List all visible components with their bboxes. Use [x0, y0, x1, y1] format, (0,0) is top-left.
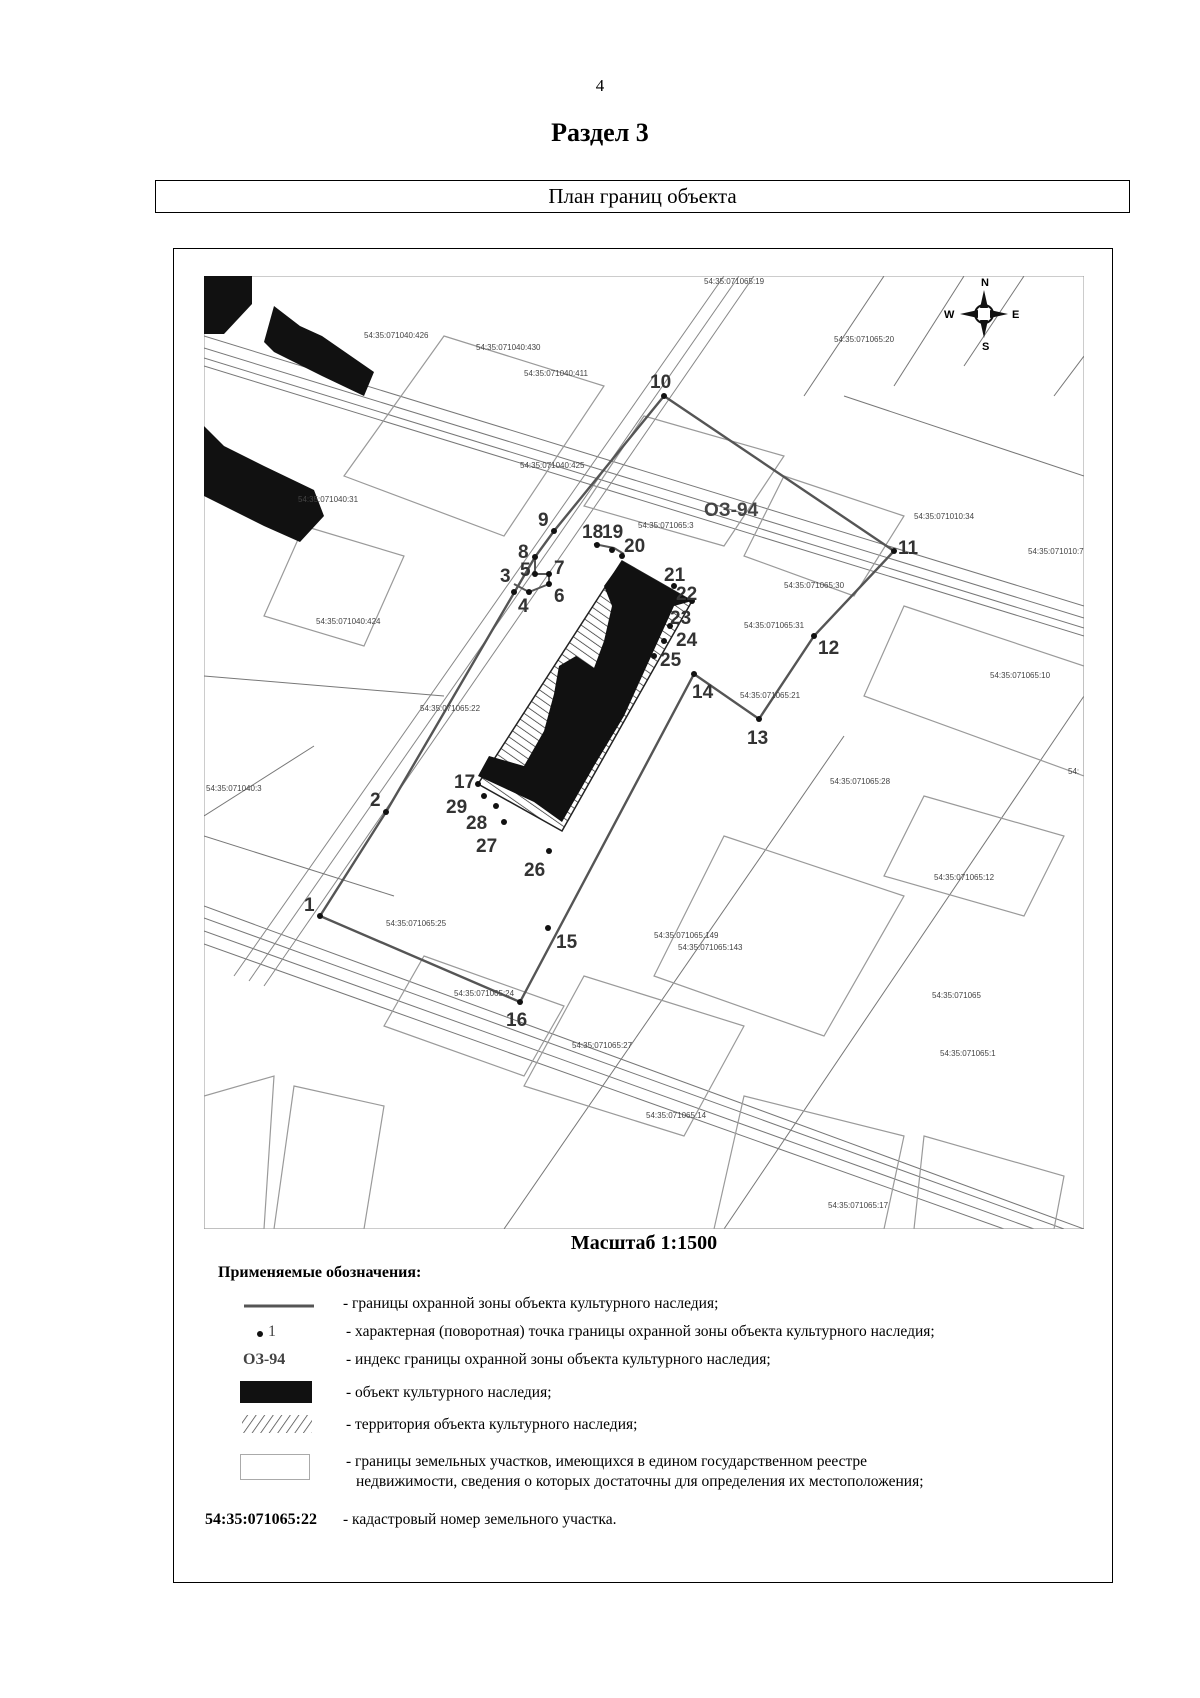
legend-item-boundary [218, 1294, 1098, 1318]
point-label: 29 [446, 797, 468, 818]
point-label: 16 [506, 1010, 528, 1031]
parcel-label: 54:35:071065:25 [386, 919, 447, 928]
point-label: 8 [518, 542, 529, 563]
point-label: 12 [818, 638, 840, 659]
legend-item-point [218, 1322, 1098, 1346]
point-label: 2 [370, 790, 381, 811]
parcel-label: 54:35:071040:411 [524, 369, 588, 378]
svg-text:W: W [944, 309, 955, 321]
parcel-label: 54:35:071065:143 [678, 943, 743, 952]
parcel-label: 54:35:071065:24 [454, 989, 515, 998]
section-title: Раздел 3 [551, 118, 649, 147]
legend-text: - индекс границы охранной зоны объекта культурного наследия; [346, 1351, 771, 1368]
point-label: 15 [556, 932, 578, 953]
legend-item-territory [218, 1412, 1098, 1438]
boundary-line-icon [240, 1294, 318, 1316]
parcel-label: 54:35:071040:426 [364, 331, 429, 340]
point-label: 7 [554, 558, 565, 579]
legend-text: - объект культурного наследия; [346, 1384, 552, 1401]
point-label: 3 [500, 566, 511, 587]
plan-title: План границ объекта [155, 180, 1130, 213]
parcel-label: 54:35:071010:34 [914, 512, 975, 521]
parcel-label: 54:35:071065:30 [784, 581, 845, 590]
legend-text-continued: недвижимости, сведения о которых достаточны для определения их местоположения; [356, 1473, 924, 1490]
parcel-label: 54:35:071065:3 [638, 521, 694, 530]
legend-symbol-label: ОЗ-94 [243, 1351, 286, 1368]
legend-text: - границы охранной зоны объекта культурного наследия; [343, 1295, 719, 1312]
legend-text: - кадастровый номер земельного участка. [343, 1511, 617, 1528]
legend-item-object [218, 1380, 1098, 1406]
parcel-label: 54:35:071040:430 [476, 343, 541, 352]
point-label: 28 [466, 813, 488, 834]
point-label: 17 [454, 772, 476, 793]
zone-index-label: ОЗ-94 [704, 500, 759, 521]
hatch-icon [240, 1413, 318, 1435]
parcel-label: 54:35:071040:425 [520, 461, 585, 470]
scale-label: Масштаб 1:1500 [570, 1232, 718, 1254]
point-label: 23 [670, 608, 692, 629]
parcel-label: 54:35:071065 [932, 991, 981, 1000]
parcel-label: 54:35:071065:1 [940, 1049, 996, 1058]
point-icon [240, 1322, 270, 1344]
point-label: 6 [554, 586, 565, 607]
point-label: 24 [676, 630, 698, 651]
parcel-label: 54:35:071065:31 [744, 621, 805, 630]
point-label: 11 [898, 538, 919, 559]
parcel-label: 54: [1068, 767, 1080, 776]
point-label: 21 [664, 565, 686, 586]
legend-item-index [218, 1350, 1098, 1374]
point-label: 10 [650, 372, 672, 393]
parcel-label: 54:35:071065:22 [420, 704, 481, 713]
legend-item-parcel [218, 1452, 1098, 1500]
parcel-box-icon [240, 1454, 310, 1480]
point-label: 20 [624, 536, 646, 557]
parcel-label: 54:35:071065:12 [934, 873, 995, 882]
svg-text:N: N [981, 277, 989, 289]
legend-title: Применяемые обозначения: [218, 1264, 422, 1281]
cadastral-map [204, 276, 1084, 1229]
page-number: 4 [595, 76, 605, 95]
legend-symbol-label: 1 [268, 1323, 276, 1340]
point-label: 25 [660, 650, 682, 671]
point-label: 26 [524, 860, 546, 881]
point-label: 5 [520, 560, 531, 581]
parcel-label: 54:35:071040:3 [206, 784, 262, 793]
point-label: 19 [602, 522, 624, 543]
legend-text: - границы земельных участков, имеющихся в едином государственном реестре [346, 1453, 868, 1470]
point-label: 1 [304, 895, 315, 916]
point-label: 27 [476, 836, 498, 857]
parcel-label: 54:35:071010:7 [1028, 547, 1084, 556]
point-label: 14 [692, 682, 714, 703]
parcel-label: 54:35:071065:19 [704, 277, 765, 286]
point-label: 9 [538, 510, 549, 531]
parcel-label: 54:35:071065:20 [834, 335, 895, 344]
svg-text:E: E [1012, 309, 1020, 321]
parcel-label: 54:35:071065:10 [990, 671, 1051, 680]
black-fill-icon [240, 1381, 312, 1403]
parcel-label: 54:35:071065:21 [740, 691, 801, 700]
parcel-label: 54:35:071040:424 [316, 617, 381, 626]
cadastral-code-sample: 54:35:071065:22 [205, 1511, 317, 1528]
point-label: 18 [582, 522, 604, 543]
parcel-label: 54:35:071065:17 [828, 1201, 889, 1210]
point-label: 4 [518, 596, 529, 617]
parcel-label: 54:35:071065:149 [654, 931, 719, 940]
parcel-label: 54:35:071065:27 [572, 1041, 633, 1050]
svg-text:S: S [982, 341, 990, 353]
legend-text: - характерная (поворотная) точка границы охранной зоны объекта культурного наследия; [346, 1323, 935, 1340]
parcel-label: 54:35:071065:14 [646, 1111, 707, 1120]
legend-text: - территория объекта культурного наследия; [346, 1416, 638, 1433]
point-label: 22 [676, 584, 698, 605]
parcel-label: 54:35:071040:31 [298, 495, 359, 504]
legend-item-code [205, 1510, 1085, 1534]
point-label: 13 [747, 728, 769, 749]
parcel-label: 54:35:071065:28 [830, 777, 891, 786]
